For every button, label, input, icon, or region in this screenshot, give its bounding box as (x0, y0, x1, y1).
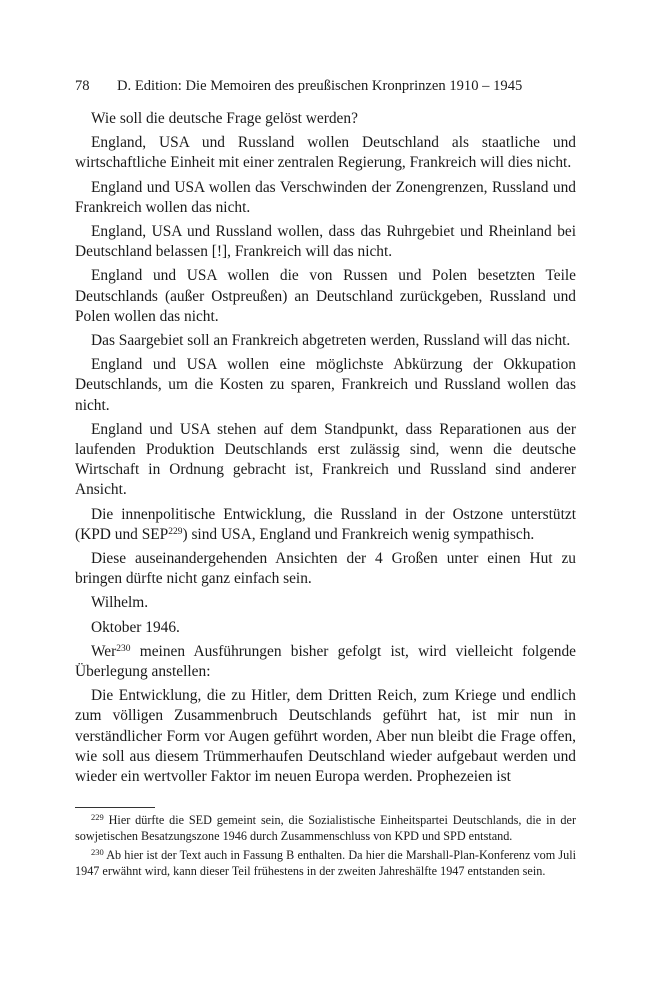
paragraph: England und USA wollen das Verschwinden der Zonengrenzen, Russland und Frankreich wollen das nicht. (75, 178, 576, 216)
paragraph: Das Saargebiet soll an Frankreich abgetreten werden, Russland will das nicht. (91, 332, 571, 350)
footnote-ref-229[interactable]: 229 (168, 526, 183, 537)
paragraph-text: Die innenpolitische Entwicklung, die Russland in der Ostzone unterstützt (KPD und SEP (75, 505, 576, 543)
paragraph: England und USA wollen eine möglichste Abkürzung der Okkupation Deutschlands, um die Kosten zu sparen, Frankreich und Russland wollen das nicht. (75, 356, 576, 414)
footnote-ref-230[interactable]: 230 (116, 643, 131, 654)
paragraph: Wie soll die deutsche Frage gelöst werden? (91, 110, 358, 127)
footnote-text: Ab hier ist der Text auch in Fassung B enthalten. Da hier die Marshall-Plan-Konferenz vom Juli 1947 erwähnt wird, kann dieser Teil frühestens in der zweiten Jahreshälfte 1947 entstanden sein. (75, 847, 576, 879)
page-number: 78 (75, 78, 90, 94)
paragraph-text: meinen Ausführungen bisher gefolgt ist, wird vielleicht folgende Überlegung anstellen: (75, 642, 576, 681)
main-text (75, 109, 576, 787)
footnote-number: 230 (91, 846, 104, 857)
paragraph: England, USA und Russland wollen Deutschland als staatliche und wirtschaftliche Einheit mit einer zentralen Regierung, Frankreich will dies nicht. (75, 134, 576, 172)
running-title: D. Edition: Die Memoiren des preußischen Kronprinzen 1910 – 1945 (117, 78, 523, 94)
paragraph: England und USA wollen die von Russen und Polen besetzten Teile Deutschlands (außer Ostpreußen) an Deutschland zurückgeben, Russland und Polen wollen das nicht. (75, 267, 576, 325)
paragraph: England und USA stehen auf dem Standpunkt, dass Reparationen aus der laufenden Produktion Deutschlands erst zulässig sind, wenn die deutsche Wirtschaft in Ordnung gebracht ist, Frankreich und Russland sind anderer Ansicht. (75, 420, 576, 499)
footnote (75, 847, 576, 880)
footnote-text: Hier dürfte die SED gemeint sein, die Sozialistische Einheitspartei Deutschlands, die in der sowjetischen Besatzungszone 1946 durch Zusammenschluss von KPD und SPD entstand. (75, 813, 576, 844)
paragraph (75, 505, 576, 545)
date-line: Oktober 1946. (91, 618, 180, 636)
running-header (75, 77, 575, 95)
footnotes (75, 812, 576, 882)
paragraph-text: ) sind USA, England und Frankreich wenig sympathisch. (182, 525, 535, 543)
footnote-number: 229 (91, 812, 104, 822)
footnote-separator (75, 807, 155, 808)
paragraph: Die Entwicklung, die zu Hitler, dem Dritten Reich, zum Kriege und endlich zum völligen Zusammenbruch Deutschlands geführt hat, ist mir nun in verständlicher Form vor Augen geführt worden, Aber nun bleibt die Frage offen, wie soll aus diesem Trümmerhaufen Deutschland wieder aufgebaut werden und wieder ein wertvoller Faktor im neuen Europa werden. Prophezeien ist (75, 687, 576, 786)
footnote (75, 812, 576, 845)
paragraph (75, 642, 576, 682)
paragraph: England, USA und Russland wollen, dass das Ruhrgebiet und Rheinland bei Deutschland belassen [!], Frankreich will das nicht. (75, 223, 576, 261)
paragraph: Diese auseinandergehenden Ansichten der 4 Großen unter einen Hut zu bringen dürfte nicht ganz einfach sein. (75, 550, 576, 588)
paragraph-text: Wer (91, 642, 117, 660)
signature: Wilhelm. (91, 594, 149, 612)
